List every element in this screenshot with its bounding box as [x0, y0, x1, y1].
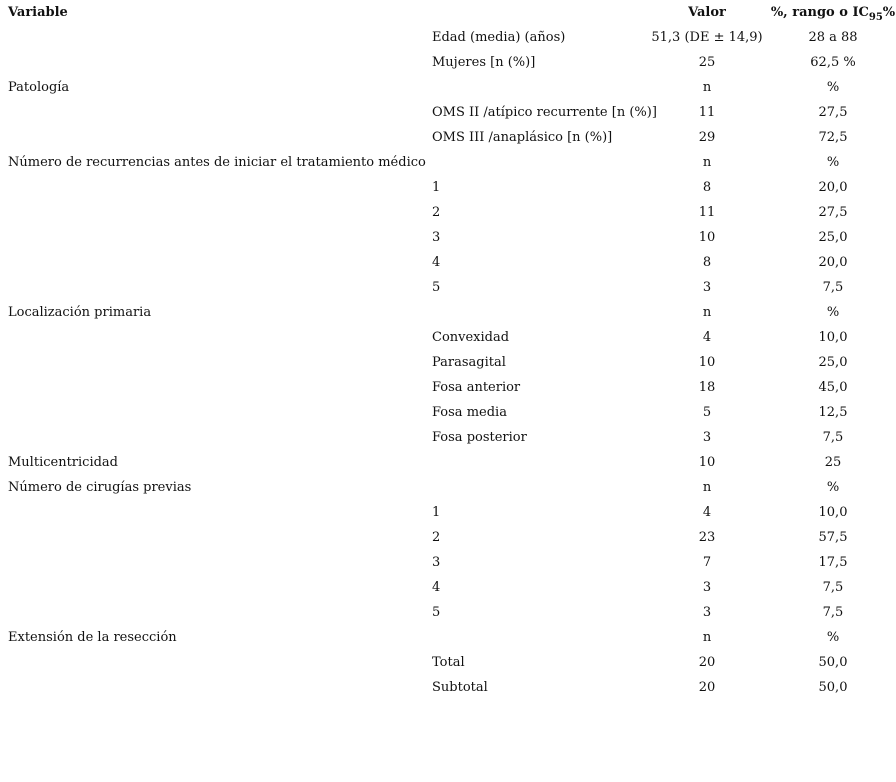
cell-percent: 20,0 [818, 180, 848, 195]
cell-variable: Patología [8, 80, 70, 95]
cell-percent: 10,0 [818, 505, 848, 520]
cell-subcategory [424, 150, 644, 175]
cell-variable [0, 225, 424, 250]
cell-subcategory: Parasagital [432, 355, 506, 370]
cell-percent: 12,5 [818, 405, 848, 420]
cell-percent: 7,5 [822, 280, 844, 295]
cell-subcategory: Total [432, 655, 465, 670]
header-subcategory [424, 0, 644, 25]
cell-variable [0, 525, 424, 550]
cell-subcategory: Fosa anterior [432, 380, 521, 395]
cell-valor: 4 [702, 330, 712, 345]
cell-subcategory: Fosa posterior [432, 430, 527, 445]
table-row [0, 525, 896, 550]
header-pct-subscript: 95 [868, 12, 883, 23]
cell-percent: 28 a 88 [808, 30, 858, 45]
cell-percent: 57,5 [818, 530, 848, 545]
table-row [0, 325, 896, 350]
cell-subcategory: 5 [432, 605, 441, 620]
cell-valor: n [702, 305, 712, 320]
cell-percent: 25,0 [818, 355, 848, 370]
cell-percent: % [826, 80, 840, 95]
cell-subcategory: 4 [432, 580, 441, 595]
cell-valor: 10 [698, 355, 716, 370]
cell-percent: 17,5 [818, 555, 848, 570]
table-row [0, 625, 896, 650]
cell-subcategory [424, 625, 644, 650]
cell-percent: 20,0 [818, 255, 848, 270]
cell-variable [0, 25, 424, 50]
cell-variable [0, 250, 424, 275]
table-row [0, 600, 896, 625]
table-row [0, 375, 896, 400]
table-row [0, 575, 896, 600]
cell-valor: 20 [698, 655, 716, 670]
cell-percent: % [826, 155, 840, 170]
table-row [0, 50, 896, 75]
table-row [0, 225, 896, 250]
header-pct-suffix: % [882, 5, 896, 20]
cell-valor: 23 [698, 530, 716, 545]
table-row [0, 550, 896, 575]
cell-percent: 10,0 [818, 330, 848, 345]
cell-valor: 7 [702, 555, 712, 570]
cell-variable [0, 550, 424, 575]
cell-valor: n [702, 80, 712, 95]
table-row [0, 675, 896, 700]
cell-variable [0, 275, 424, 300]
cell-valor: 5 [702, 405, 712, 420]
cell-subcategory: 4 [432, 255, 441, 270]
cell-variable [0, 200, 424, 225]
cell-subcategory: 3 [432, 555, 441, 570]
cell-variable [0, 100, 424, 125]
cell-percent: 50,0 [818, 680, 848, 695]
cell-variable [0, 175, 424, 200]
cell-valor: 11 [698, 105, 716, 120]
cell-variable [0, 125, 424, 150]
cell-valor: 18 [698, 380, 716, 395]
cell-valor: 11 [698, 205, 716, 220]
cell-valor: 3 [702, 580, 712, 595]
cell-percent: 27,5 [818, 105, 848, 120]
cell-subcategory: 2 [432, 530, 441, 545]
cell-percent: 7,5 [822, 605, 844, 620]
header-variable: Variable [8, 5, 68, 20]
cell-percent: 25,0 [818, 230, 848, 245]
cell-subcategory: Mujeres [n (%)] [432, 55, 536, 70]
cell-subcategory: 5 [432, 280, 441, 295]
header-pct-prefix: %, rango o IC [770, 5, 869, 20]
table-row [0, 650, 896, 675]
cell-subcategory: OMS III /anaplásico [n (%)] [432, 130, 613, 145]
cell-subcategory: 1 [432, 505, 441, 520]
table-row [0, 500, 896, 525]
cell-subcategory: 2 [432, 205, 441, 220]
cell-valor: n [702, 155, 712, 170]
cell-subcategory: Subtotal [432, 680, 488, 695]
cell-variable [0, 50, 424, 75]
cell-variable [0, 375, 424, 400]
cell-percent: % [826, 630, 840, 645]
table-row [0, 400, 896, 425]
cell-valor: 20 [698, 680, 716, 695]
table-row [0, 125, 896, 150]
cell-subcategory [424, 300, 644, 325]
cell-subcategory: Edad (media) (años) [432, 30, 566, 45]
table-row [0, 100, 896, 125]
cell-valor: 51,3 (DE ± 14,9) [651, 30, 763, 45]
cell-percent: 72,5 [818, 130, 848, 145]
cell-percent: 25 [824, 455, 842, 470]
cell-percent: % [826, 480, 840, 495]
cell-valor: n [702, 480, 712, 495]
cell-variable [0, 575, 424, 600]
cell-valor: n [702, 630, 712, 645]
cell-valor: 29 [698, 130, 716, 145]
cell-valor: 25 [698, 55, 716, 70]
cell-valor: 3 [702, 605, 712, 620]
cell-subcategory [424, 475, 644, 500]
table-row [0, 150, 896, 175]
cell-variable [0, 600, 424, 625]
table-row [0, 25, 896, 50]
cell-variable [0, 350, 424, 375]
cell-variable: Localización primaria [8, 305, 152, 320]
cell-valor: 10 [698, 455, 716, 470]
cell-percent: 50,0 [818, 655, 848, 670]
table-row [0, 450, 896, 475]
table-row [0, 250, 896, 275]
cell-variable: Multicentricidad [8, 455, 118, 470]
header-percent-range-ci [770, 0, 896, 25]
header-row [0, 0, 896, 25]
cell-variable: Número de cirugías previas [8, 480, 192, 495]
cell-variable [0, 500, 424, 525]
table-body [0, 25, 896, 700]
cell-subcategory: Convexidad [432, 330, 510, 345]
cell-percent: 62,5 % [810, 55, 856, 70]
cell-variable: Extensión de la resección [8, 630, 177, 645]
cell-valor: 4 [702, 505, 712, 520]
cell-percent: 7,5 [822, 430, 844, 445]
table-row [0, 200, 896, 225]
table-row [0, 175, 896, 200]
cell-percent: % [826, 305, 840, 320]
cell-subcategory: 1 [432, 180, 441, 195]
cell-percent: 45,0 [818, 380, 848, 395]
cell-variable: Número de recurrencias antes de iniciar el tratamiento médico [8, 155, 426, 170]
table-row [0, 275, 896, 300]
cell-variable [0, 675, 424, 700]
cell-variable [0, 425, 424, 450]
cell-valor: 8 [702, 180, 712, 195]
cell-variable [0, 325, 424, 350]
cell-subcategory: 3 [432, 230, 441, 245]
cell-valor: 8 [702, 255, 712, 270]
table-row [0, 350, 896, 375]
cell-valor: 10 [698, 230, 716, 245]
table-row [0, 475, 896, 500]
cell-subcategory [424, 450, 644, 475]
cell-subcategory [424, 75, 644, 100]
cell-valor: 3 [702, 280, 712, 295]
cell-variable [0, 400, 424, 425]
cell-percent: 7,5 [822, 580, 844, 595]
cell-subcategory: OMS II /atípico recurrente [n (%)] [432, 105, 657, 120]
table-row [0, 75, 896, 100]
header-valor: Valor [688, 5, 726, 20]
cell-percent: 27,5 [818, 205, 848, 220]
cell-variable [0, 650, 424, 675]
table-row [0, 425, 896, 450]
table-row [0, 300, 896, 325]
cell-valor: 3 [702, 430, 712, 445]
cell-subcategory: Fosa media [432, 405, 507, 420]
